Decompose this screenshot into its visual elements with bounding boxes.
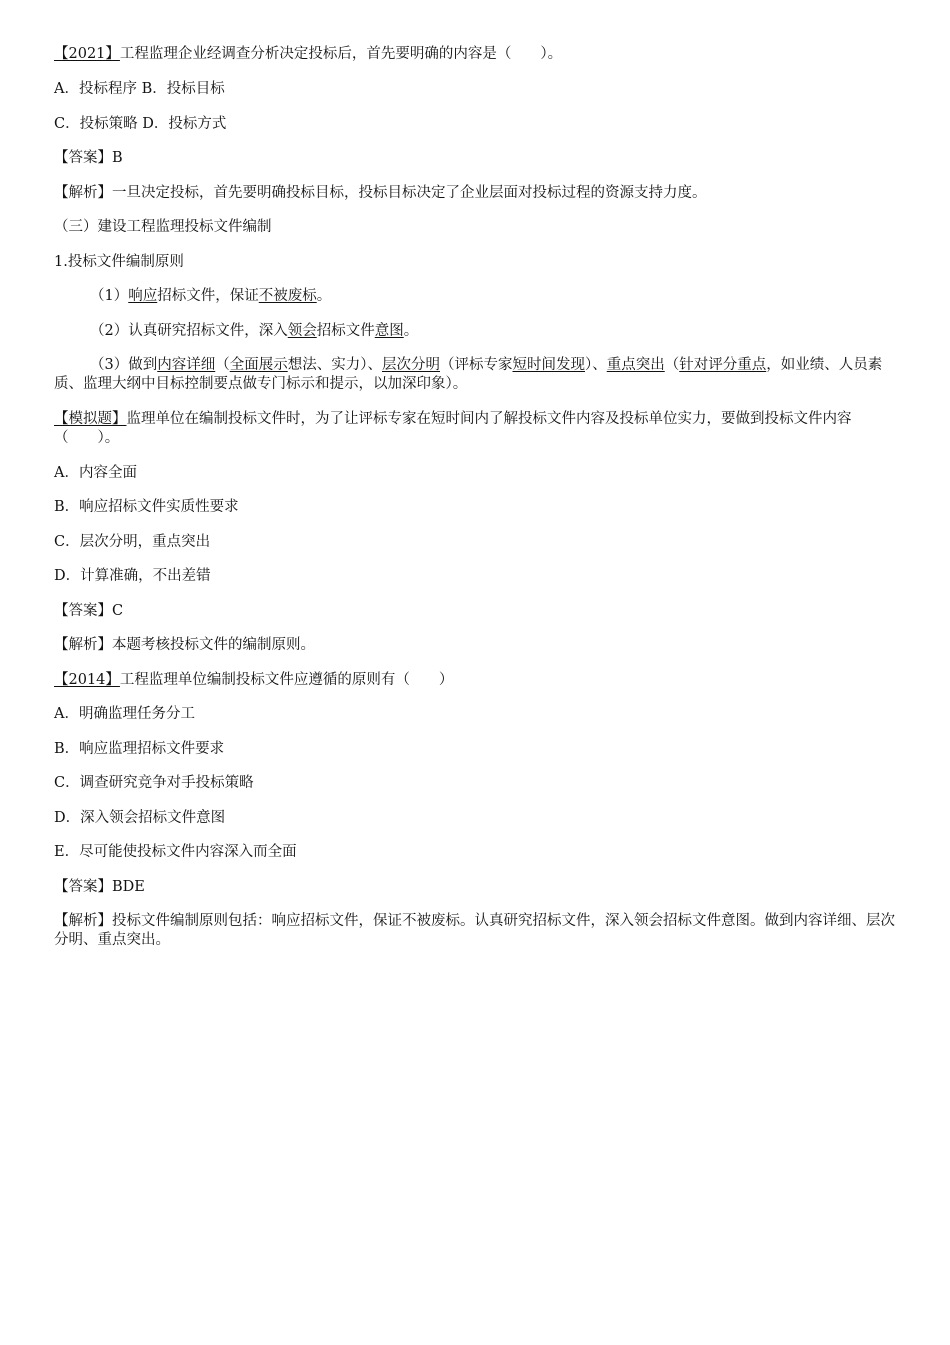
underlined-term: 意图 bbox=[374, 323, 404, 339]
principle-text: ）、 bbox=[584, 357, 607, 373]
principle-text: （ bbox=[215, 357, 230, 373]
answer-line: 【答案】BDE bbox=[54, 879, 145, 895]
principle-text: （评标专家 bbox=[439, 357, 513, 373]
principle-2 bbox=[90, 322, 904, 341]
year-tag: 【2014】 bbox=[54, 672, 120, 688]
analysis-line: 【解析】本题考核投标文件的编制原则。 bbox=[54, 637, 315, 653]
principle-text: 想法、实力）、 bbox=[287, 357, 382, 373]
underlined-term: 不被废标 bbox=[258, 288, 317, 304]
option-a: A．明确监理任务分工 bbox=[54, 706, 195, 722]
option-b: B．响应监理招标文件要求 bbox=[54, 741, 225, 757]
question-text: 监理单位在编制投标文件时，为了让评标专家在短时间内了解投标文件内容及投标单位实力，要做到投标文件内容（ ）。 bbox=[54, 411, 852, 446]
principle-3 bbox=[54, 356, 904, 394]
subsection-heading: 1.投标文件编制原则 bbox=[54, 254, 184, 270]
analysis-line: 【解析】一旦决定投标，首先要明确投标目标，投标目标决定了企业层面对投标过程的资源支持力度。 bbox=[54, 185, 707, 201]
question-2014-stem bbox=[54, 671, 904, 690]
underlined-term: 层次分明 bbox=[381, 357, 440, 373]
underlined-term: 短时间发现 bbox=[512, 357, 585, 373]
underlined-term: 重点突出 bbox=[606, 357, 665, 373]
principle-1 bbox=[90, 287, 904, 306]
option-d: D．计算准确，不出差错 bbox=[54, 568, 211, 584]
option-b: B．响应招标文件实质性要求 bbox=[54, 499, 239, 515]
underlined-term: 领会 bbox=[287, 323, 317, 339]
option-c: C．层次分明，重点突出 bbox=[54, 534, 211, 550]
option-line-ab: A．投标程序 B．投标目标 bbox=[54, 81, 225, 97]
question-text: 工程监理单位编制投标文件应遵循的原则有（ ） bbox=[119, 672, 454, 688]
option-a: A．内容全面 bbox=[54, 465, 137, 481]
underlined-term: 针对评分重点 bbox=[679, 357, 767, 373]
principle-text: （2）认真研究招标文件，深入 bbox=[90, 323, 288, 339]
principle-number: （1） bbox=[90, 288, 129, 304]
question-mock-stem bbox=[54, 410, 904, 448]
principle-text: ，如业绩、人员素质、监理大纲中目标控制要点做专门标示和提示，以加深印象）。 bbox=[54, 357, 883, 392]
answer-line: 【答案】B bbox=[54, 150, 123, 166]
section-heading: （三）建设工程监理投标文件编制 bbox=[54, 219, 272, 235]
underlined-term: 响应 bbox=[128, 288, 158, 304]
option-e: E．尽可能使投标文件内容深入而全面 bbox=[54, 844, 297, 860]
question-text: 工程监理企业经调查分析决定投标后，首先要明确的内容是（ ）。 bbox=[119, 46, 563, 62]
principle-text: （3）做到 bbox=[90, 357, 158, 373]
underlined-term: 内容详细 bbox=[157, 357, 216, 373]
principle-text: （ bbox=[664, 357, 680, 373]
underlined-term: 全面展示 bbox=[229, 357, 288, 373]
mock-tag: 【模拟题】 bbox=[54, 411, 127, 427]
analysis-line: 【解析】投标文件编制原则包括：响应招标文件，保证不被废标。认真研究招标文件，深入领会招标文件意图。做到内容详细、层次分明、重点突出。 bbox=[54, 913, 895, 948]
question-2021-stem bbox=[54, 45, 904, 64]
principle-text: 。 bbox=[316, 288, 332, 304]
option-line-cd: C．投标策略 D．投标方式 bbox=[54, 116, 227, 132]
year-tag: 【2021】 bbox=[54, 46, 120, 62]
option-c: C．调查研究竞争对手投标策略 bbox=[54, 775, 254, 791]
principle-text: 。 bbox=[403, 323, 419, 339]
principle-text: 招标文件，保证 bbox=[157, 288, 259, 304]
principle-text: 招标文件 bbox=[316, 323, 375, 339]
answer-line: 【答案】C bbox=[54, 603, 124, 619]
option-d: D．深入领会招标文件意图 bbox=[54, 810, 226, 826]
